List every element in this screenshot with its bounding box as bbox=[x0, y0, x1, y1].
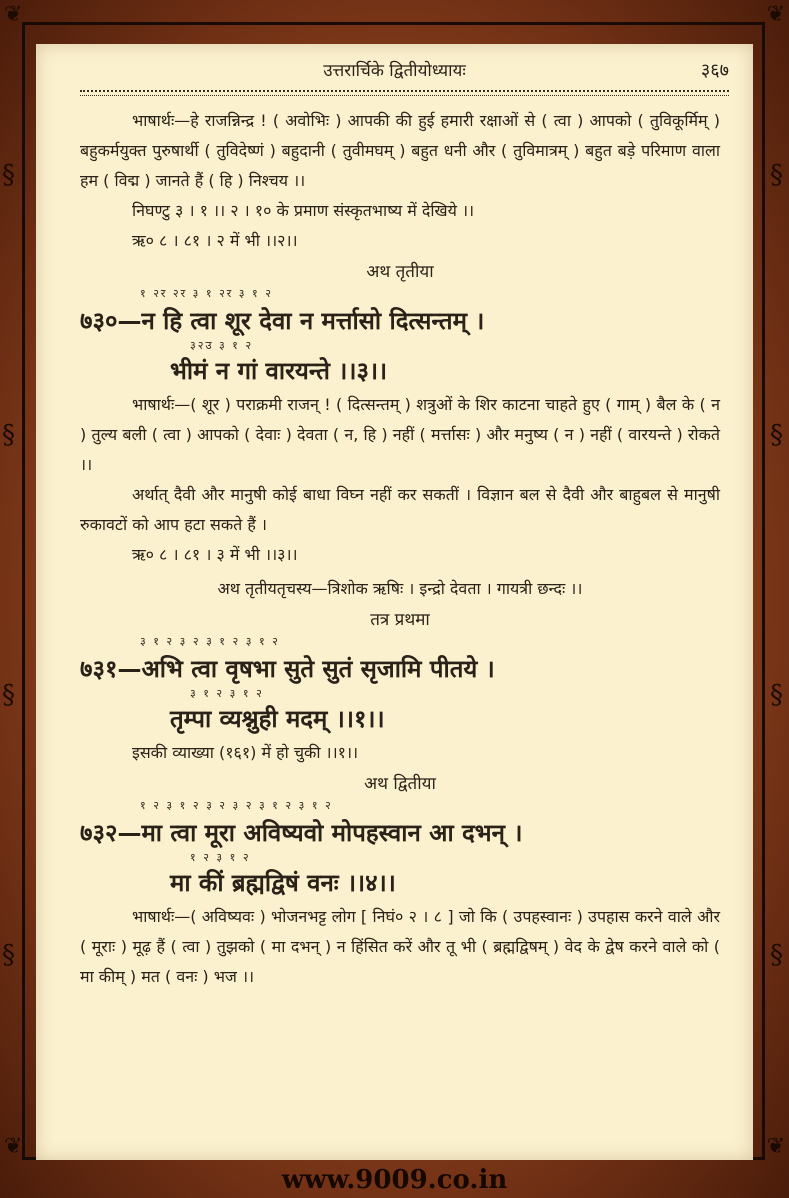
reference-line: ऋ० ८ । ८१ । २ में भी ।।२।। bbox=[132, 231, 298, 250]
site-url-footer: www.9009.co.in bbox=[281, 1165, 508, 1195]
verse-line: ७३१—अभि त्वा वृषभा सुते सुतं सृजामि पीतये । bbox=[80, 655, 495, 683]
reference-line: निघण्टु ३ । १ ।। २ । १० के प्रमाण संस्कृतभाष्य में देखिये ।। bbox=[132, 201, 475, 220]
chapter-title: उत्तरार्चिके द्वितीयोध्यायः bbox=[323, 61, 466, 81]
section-intro: अथ तृतीयतृचस्य—त्रिशोक ऋषिः । इन्द्रो देवता । गायत्री छन्दः ।। bbox=[217, 579, 583, 598]
svara-marks: १ २ ३ १ २ ३ २ ३ २ ३ १ २ ३ १ २ bbox=[140, 799, 333, 812]
corner-ornament-icon: ❦ bbox=[4, 2, 23, 27]
corner-ornament-icon: ❦ bbox=[766, 2, 785, 27]
svara-marks: ३ १ २ ३ २ ३ १ २ ३ १ २ bbox=[140, 635, 280, 648]
reference-line: इसकी व्याख्या (१६१) में हो चुकी ।।१।। bbox=[132, 743, 359, 762]
swirl-ornament-icon: § bbox=[2, 680, 15, 710]
page-header bbox=[36, 58, 753, 88]
swirl-ornament-icon: § bbox=[770, 420, 783, 450]
svara-marks: ३ १ २ ३ १ २ bbox=[190, 687, 264, 700]
swirl-ornament-icon: § bbox=[2, 940, 15, 970]
section-heading: अथ द्वितीया bbox=[364, 774, 436, 794]
swirl-ornament-icon: § bbox=[2, 420, 15, 450]
svara-marks: ३२उ ३ १ २ bbox=[190, 339, 254, 352]
section-heading: तत्र प्रथमा bbox=[370, 610, 430, 630]
verse-line: मा कीं ब्रह्मद्विषं वनः ।।४।। bbox=[170, 869, 396, 897]
book-page bbox=[36, 44, 753, 1160]
verse-line: ७३२—मा त्वा मूरा अविष्यवो मोपहस्वान आ दभन् । bbox=[80, 819, 523, 847]
swirl-ornament-icon: § bbox=[770, 940, 783, 970]
swirl-ornament-icon: § bbox=[770, 680, 783, 710]
verse-line: भीमं न गां वारयन्ते ।।३।। bbox=[170, 357, 388, 385]
page-body bbox=[80, 106, 720, 992]
reference-line: ऋ० ८ । ८१ । ३ में भी ।।३।। bbox=[132, 545, 298, 564]
header-divider bbox=[80, 90, 729, 96]
explanation-paragraph: अर्थात् दैवी और मानुषी कोई बाधा विघ्न नहीं कर सकतीं । विज्ञान बल से दैवी और बाहुबल से मानुषी रुकावटों को आप हटा सकते हैं । bbox=[80, 485, 720, 534]
swirl-ornament-icon: § bbox=[2, 160, 15, 190]
page-number: ३६७ bbox=[700, 60, 729, 81]
corner-ornament-icon: ❦ bbox=[766, 1134, 785, 1159]
translation-paragraph: भाषार्थः—हे राजन्निन्द्र ! ( अवोभिः ) आपकी की हुई हमारी रक्षाओं से ( त्वा ) आपको ( तुविकूर्मिम् ) बहुकर्मयुक्त पुरुषार्थी ( तुविदेष्णं ) बहुदानी ( तुवीमघम् ) बहुत धनी और ( तुविमात्रम् ) बहुत बड़े परिमाण वाला हम ( विद्म ) जानते हैं ( हि ) निश्चय ।। bbox=[80, 111, 720, 190]
section-heading: अथ तृतीया bbox=[366, 262, 434, 282]
translation-paragraph: भाषार्थः—( अविष्यवः ) भोजनभट्ट लोग [ निघं० २ । ८ ] जो कि ( उपहस्वानः ) उपहास करने वाले और ( मूराः ) मूढ़ हैं ( त्वा ) तुझको ( मा दभन् ) न हिंसित करें और तू भी ( ब्रह्मद्विषम् ) वेद के द्वेष करने वाले को ( मा कीम् ) मत ( वनः ) भज ।। bbox=[80, 907, 720, 986]
verse-line: ७३०—न हि त्वा शूर देवा न मर्त्तासो दित्सन्तम् । bbox=[80, 307, 485, 335]
translation-paragraph: भाषार्थः—( शूर ) पराक्रमी राजन् ! ( दित्सन्तम् ) शत्रुओं के शिर काटना चाहते हुए ( गाम् ) बैल के ( न ) तुल्य बली ( त्वा ) आपको ( देवाः ) देवता ( न, हि ) नहीं ( मर्त्तासः ) और मनुष्य ( न ) नहीं ( वारयन्ते ) रोकते ।। bbox=[80, 395, 720, 474]
corner-ornament-icon: ❦ bbox=[4, 1134, 23, 1159]
swirl-ornament-icon: § bbox=[770, 160, 783, 190]
svara-marks: १ २र २र ३ १ २र ३ १ २ bbox=[140, 287, 273, 300]
verse-line: तृम्पा व्यश्नुही मदम् ।।१।। bbox=[170, 705, 385, 733]
svara-marks: १ २ ३ १ २ bbox=[190, 851, 251, 864]
